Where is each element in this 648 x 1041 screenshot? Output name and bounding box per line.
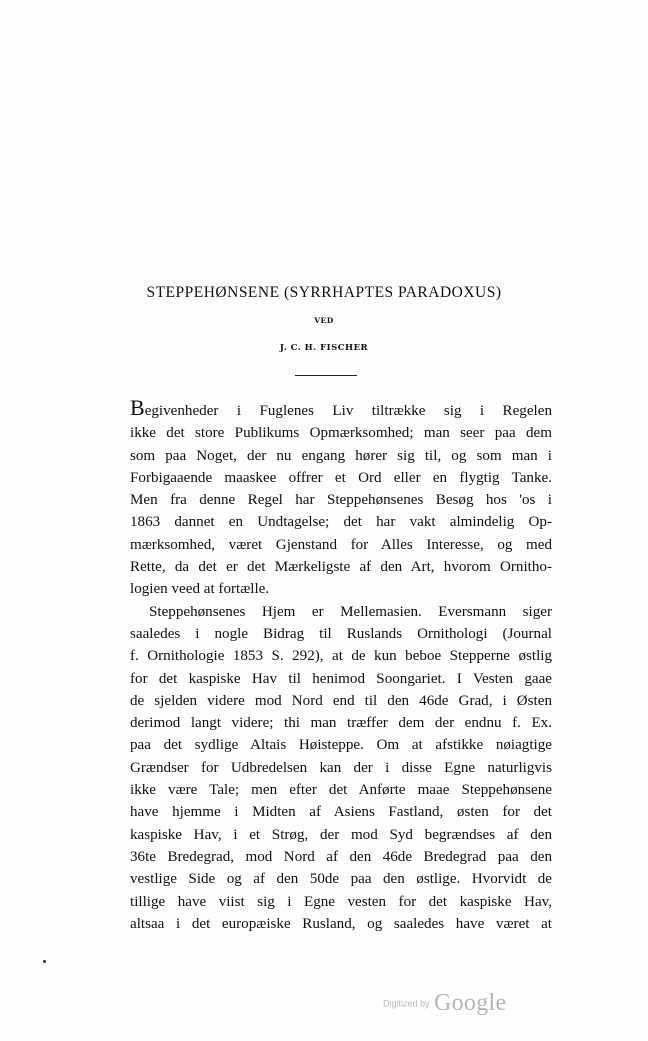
author-name: J. C. H. FISCHER <box>279 343 369 353</box>
google-logo: Google <box>433 990 507 1016</box>
text-line: Begivenheder i Fuglenes Liv tiltrække sig i Regelen <box>130 395 552 420</box>
text-line: mærksomhed, været Gjenstand for Alles Interesse, og med <box>130 536 552 553</box>
text-line: f. Ornithologie 1853 S. 292), at de kun beboe Stepperne østlig <box>130 648 552 665</box>
watermark-prefix: Digitized by <box>383 998 430 1009</box>
text-line: Forbigaaende maaskee offrer et Ord eller en flygtig Tanke. <box>130 469 552 486</box>
text-line: Steppehønsenes Hjem er Mellemasien. Eversmann siger <box>149 603 552 620</box>
text-line: 36te Bredegrad, mod Nord af den 46de Bredegrad paa den <box>130 848 552 865</box>
text-line: for det kaspiske Hav til henimod Soongariet. I Vesten gaae <box>130 670 552 687</box>
text-line: altsaa i det europæiske Rusland, og saaledes have været at <box>130 915 552 932</box>
drop-cap: B <box>130 395 145 420</box>
margin-speck <box>43 960 46 963</box>
text-line: tillige have viist sig i Egne vesten for det kaspiske Hav, <box>130 893 552 910</box>
text-line: som paa Noget, der nu engang hører sig til, og som man i <box>130 447 552 464</box>
article-title: STEPPEHØNSENE (SYRRHAPTES PARADOXUS) <box>146 284 502 301</box>
text-line: have hjemme i Midten af Asiens Fastland, østen for det <box>130 804 552 821</box>
text-line: ikke det store Publikums Opmærksomhed; man seer paa dem <box>130 425 552 442</box>
title-divider <box>295 375 357 376</box>
text-line: Grændser for Udbredelsen kan der i disse Egne naturligvis <box>130 759 552 776</box>
text-line: saaledes i nogle Bidrag til Ruslands Ornithologi (Journal <box>130 625 552 642</box>
digitized-watermark <box>383 990 506 1017</box>
text-line: ikke være Tale; men efter det Anførte maae Steppehønsene <box>130 782 552 799</box>
text-line: Men fra denne Regel har Steppehønsenes Besøg hos 'os i <box>130 492 552 509</box>
text-line: Rette, da det er det Mærkeligste af den Art, hvorom Ornitho- <box>130 559 552 576</box>
text-line: de sjelden videre mod Nord end til den 46de Grad, i Østen <box>130 692 552 709</box>
body-text <box>130 395 552 935</box>
text-line: 1863 dannet en Undtagelse; det har vakt almindelig Op- <box>130 514 552 531</box>
text-line: derimod langt videre; thi man træffer dem der endnu f. Ex. <box>130 715 552 732</box>
text-line: kaspiske Hav, i et Strøg, der mod Syd begrændses af den <box>130 826 552 843</box>
text-line: vestlige Side og af den 50de paa den østlige. Hvorvidt de <box>130 871 552 888</box>
text-line: logien veed at fortælle. <box>130 581 270 598</box>
byline-ved: VED <box>314 316 334 325</box>
text-line: paa det sydlige Altais Høisteppe. Om at afstikke nøiagtige <box>130 737 552 754</box>
